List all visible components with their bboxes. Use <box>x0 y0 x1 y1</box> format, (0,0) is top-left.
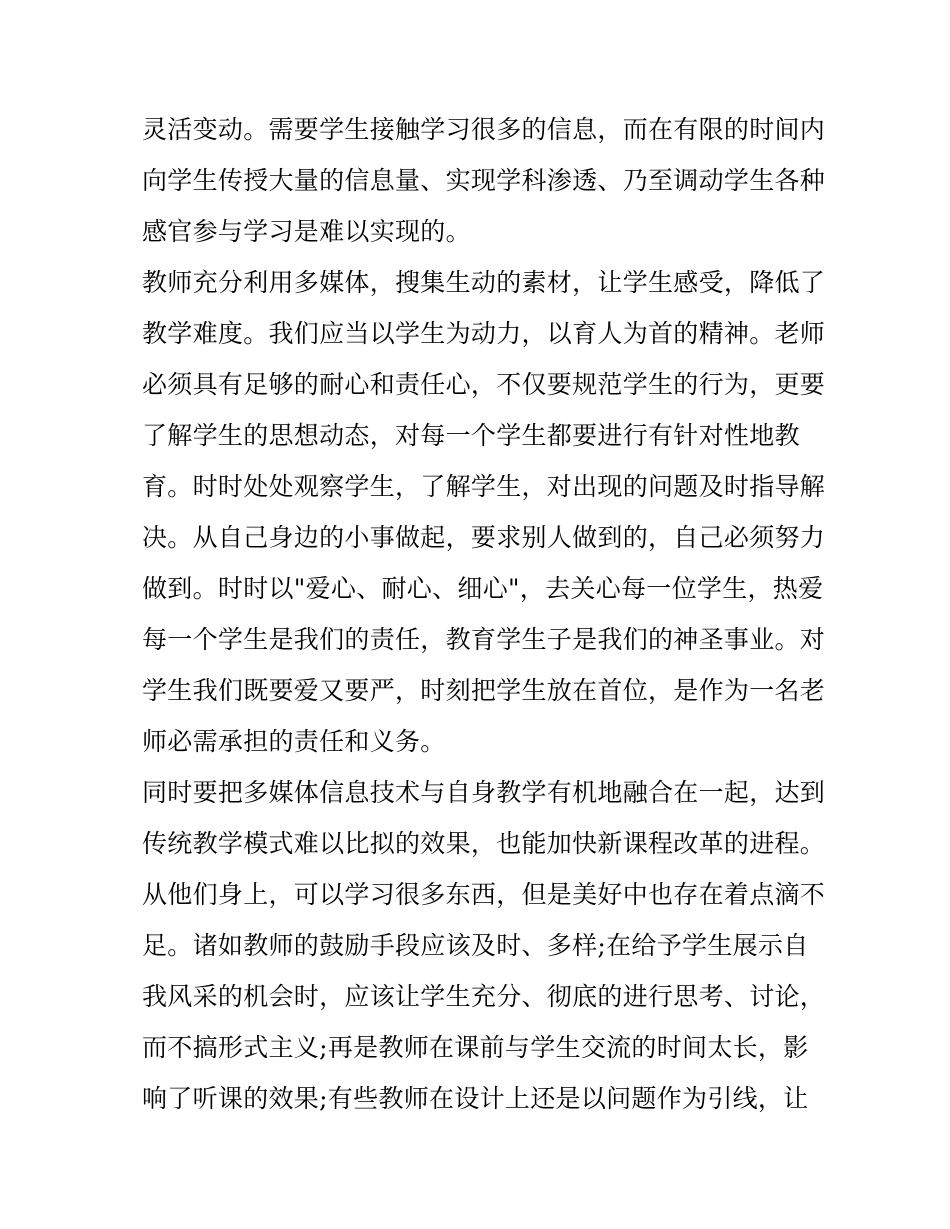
text-line: 育。时时处处观察学生，了解学生，对出现的问题及时指导解 <box>142 472 826 501</box>
text-line: 决。从自己身边的小事做起，要求别人做到的，自己必须努力 <box>142 523 826 552</box>
text-line: 必须具有足够的耐心和责任心，不仅要规范学生的行为，更要 <box>142 370 826 399</box>
text-line: 从他们身上，可以学习很多东西，但是美好中也存在着点滴不 <box>142 880 826 909</box>
text-line: 响了听课的效果;有些教师在设计上还是以问题作为引线，让 <box>142 1084 809 1113</box>
text-line: 每一个学生是我们的责任，教育学生子是我们的神圣事业。对 <box>142 625 826 654</box>
body-text <box>142 104 826 1124</box>
text-line: 师必需承担的责任和义务。 <box>142 727 446 756</box>
text-line: 传统教学模式难以比拟的效果，也能加快新课程改革的进程。 <box>142 829 826 858</box>
text-line: 教师充分利用多媒体，搜集生动的素材，让学生感受，降低了 <box>142 268 826 297</box>
text-line: 同时要把多媒体信息技术与自身教学有机地融合在一起，达到 <box>142 778 826 807</box>
text-line: 教学难度。我们应当以学生为动力，以育人为首的精神。老师 <box>142 319 826 348</box>
text-line: 做到。时时以"爱心、耐心、细心"，去关心每一位学生，热爱 <box>142 574 824 603</box>
text-line: 了解学生的思想动态，对每一个学生都要进行有针对性地教 <box>142 421 800 450</box>
text-line: 而不搞形式主义;再是教师在课前与学生交流的时间太长，影 <box>142 1033 809 1062</box>
text-line: 向学生传授大量的信息量、实现学科渗透、乃至调动学生各种 <box>142 166 826 195</box>
text-line: 我风采的机会时，应该让学生充分、彻底的进行思考、讨论， <box>142 982 826 1011</box>
text-line: 足。诸如教师的鼓励手段应该及时、多样;在给予学生展示自 <box>142 931 809 960</box>
text-line: 学生我们既要爱又要严，时刻把学生放在首位，是作为一名老 <box>142 676 826 705</box>
text-line: 灵活变动。需要学生接触学习很多的信息，而在有限的时间内 <box>142 115 826 144</box>
text-line: 感官参与学习是难以实现的。 <box>142 217 471 246</box>
